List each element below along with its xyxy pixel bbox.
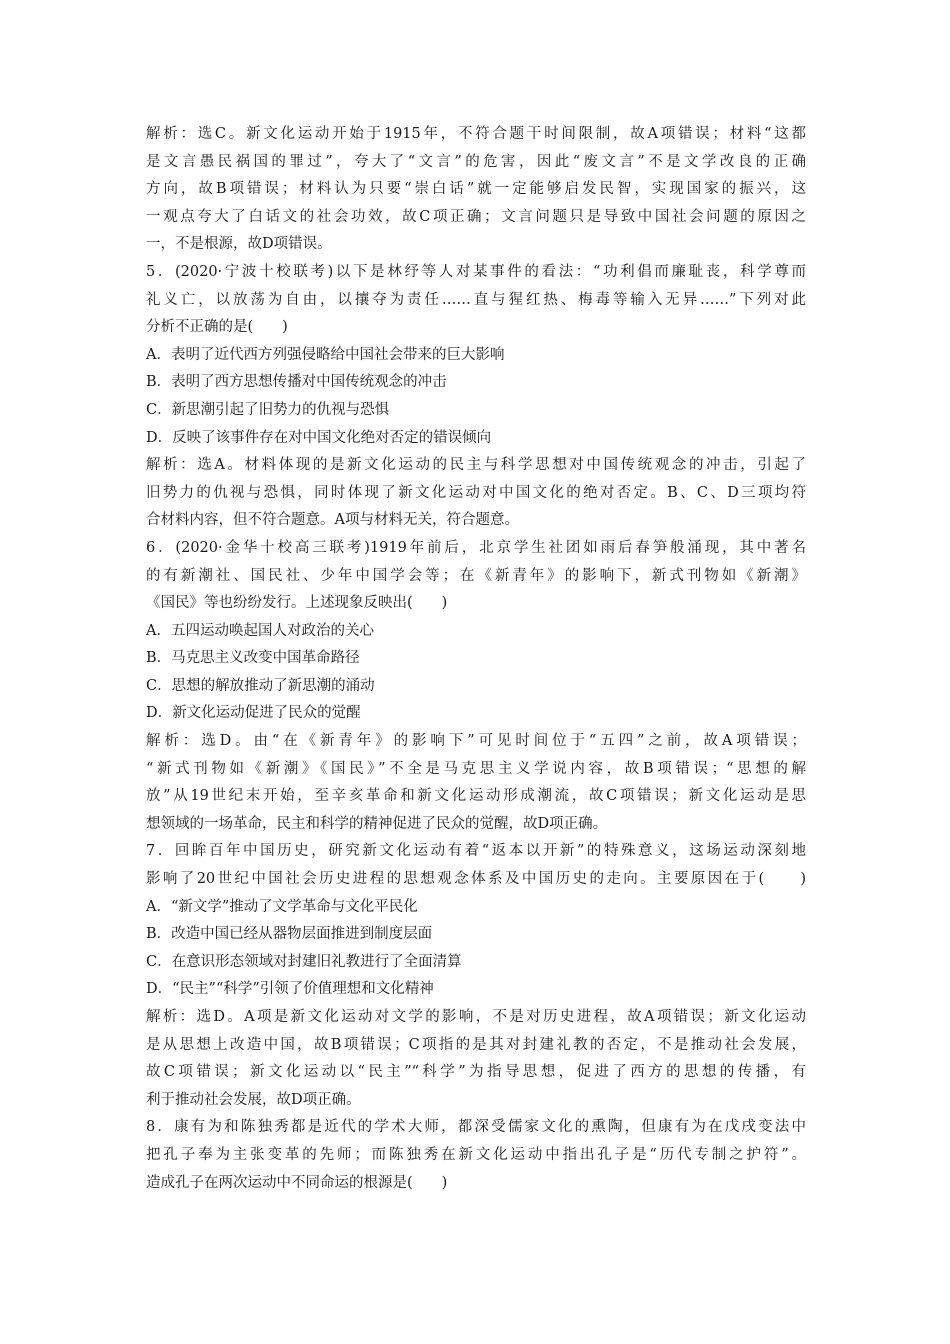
- text-line: 一观点夸大了白话文的社会功效，故C项正确；文言问题只是导致中国社会问题的原因之: [146, 208, 806, 225]
- text-line: 解析：选A。材料体现的是新文化运动的民主与科学思想对中国传统观念的冲击，引起了: [146, 457, 806, 474]
- text-line: 一，不是根源，故D项错误。: [146, 236, 332, 253]
- text-line: C．新思潮引起了旧势力的仇视与恐惧: [146, 401, 390, 418]
- text-line: A．表明了近代西方列强侵略给中国社会带来的巨大影响: [146, 346, 505, 363]
- text-line: 是从思想上改造中国，故B项错误；C项指的是其对封建礼教的否定，不是推动社会发展，: [146, 1036, 806, 1053]
- text-line: 故C项错误；新文化运动以“民主”“科学”为指导思想，促进了西方的思想的传播，有: [146, 1064, 806, 1081]
- text-line: 造成孔子在两次运动中不同命运的根源是( ): [146, 1174, 448, 1191]
- text-line: 合材料内容，但不符合题意。A项与材料无关，符合题意。: [146, 512, 519, 529]
- text-line: 分析不正确的是( ): [146, 319, 288, 336]
- text-line: 解析：选D。由“在《新青年》的影响下”可见时间位于“五四”之前，故A项错误；: [146, 733, 806, 750]
- text-line: 《国民》等也纷纷发行。上述现象反映出( ): [146, 595, 448, 612]
- text-line: A．五四运动唤起国人对政治的关心: [146, 622, 374, 639]
- text-line: 7．回眸百年中国历史，研究新文化运动有着“返本以开新”的特殊意义，这场运动深刻地: [146, 843, 806, 860]
- text-line: C．思想的解放推动了新思潮的涌动: [146, 677, 375, 694]
- text-line: 方向，故B项错误；材料认为只要“崇白话”就一定能够启发民智，实现国家的振兴，这: [146, 181, 806, 198]
- text-line: 利于推动社会发展，故D项正确。: [146, 1091, 361, 1108]
- text-line: 旧势力的仇视与恐惧，同时体现了新文化运动对中国文化的绝对否定。B、C、D三项均符: [146, 484, 806, 501]
- text-line: 是文言愚民祸国的罪过”，夸大了“文言”的危害，因此“废文言”不是文学改良的正确: [146, 153, 806, 170]
- text-line: D．新文化运动促进了民众的觉醒: [146, 705, 361, 722]
- text-line: “新式刊物如《新潮》《国民》”不全是马克思主义学说内容，故B项错误；“思想的解: [146, 760, 806, 777]
- text-line: 礼义亡，以放荡为自由，以攘夺为责任……直与猩红热、梅毒等输入无异……”下列对此: [146, 291, 806, 308]
- text-line: D．“民主”“科学”引领了价值理想和文化精神: [146, 981, 434, 998]
- text-line: 6．(2020·金华十校高三联考)1919年前后，北京学生社团如雨后春笋般涌现，其中著名: [146, 539, 806, 556]
- text-line: D．反映了该事件存在对中国文化绝对否定的错误倾向: [146, 429, 492, 446]
- document-page: [146, 121, 806, 1197]
- text-line: B．改造中国已经从器物层面推进到制度层面: [146, 926, 433, 943]
- text-line: 把孔子奉为主张变革的先师；而陈独秀在新文化运动中指出孔子是“历代专制之护符”。: [146, 1146, 806, 1163]
- text-line: A．“新文学”推动了文学革命与文化平民化: [146, 898, 418, 915]
- text-line: 的有新潮社、国民社、少年中国学会等；在《新青年》的影响下，新式刊物如《新潮》: [146, 567, 806, 584]
- text-line: C．在意识形态领域对封建旧礼教进行了全面清算: [146, 953, 462, 970]
- text-line: 8．康有为和陈独秀都是近代的学术大师，都深受儒家文化的熏陶，但康有为在戊戌变法中: [146, 1119, 806, 1136]
- text-line: 影响了20世纪中国社会历史进程的思想观念体系及中国历史的走向。主要原因在于( ): [146, 871, 806, 888]
- text-line: 解析：选D。A项是新文化运动对文学的影响，不是对历史进程，故A项错误；新文化运动: [146, 1009, 806, 1025]
- text-line: 解析：选C。新文化运动开始于1915年，不符合题干时间限制，故A项错误；材料“这都: [146, 126, 806, 142]
- text-line: B．表明了西方思想传播对中国传统观念的冲击: [146, 374, 447, 391]
- text-line: 放”从19世纪末开始，至辛亥革命和新文化运动形成潮流，故C项错误；新文化运动是思: [146, 788, 806, 805]
- text-line: 想领域的一场革命，民主和科学的精神促进了民众的觉醒，故D项正确。: [146, 815, 608, 832]
- text-line: B．马克思主义改变中国革命路径: [146, 650, 360, 667]
- text-line: 5．(2020·宁波十校联考)以下是林纾等人对某事件的看法：“功利倡而廉耻丧，科学尊而: [146, 263, 806, 280]
